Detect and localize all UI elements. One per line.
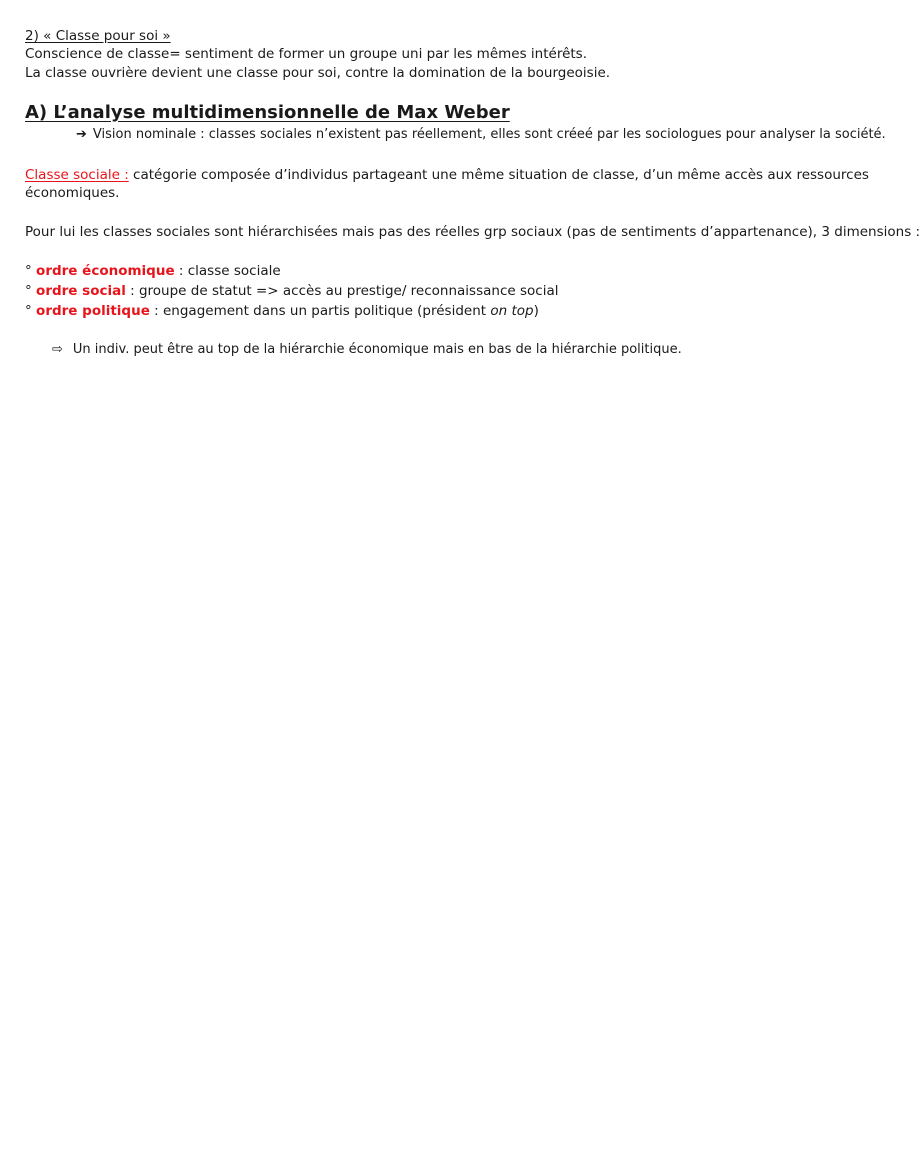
order-social-term: ordre social (36, 283, 126, 299)
nominal-vision-text: Vision nominale : classes sociales n’existent pas réellement, elles sont créeé par les sociologues pour analyser la société. (92, 127, 886, 142)
social-class-definition: catégorie composée d’individus partageant une même situation de classe, d’un même accès aux ressources (128, 167, 869, 183)
order-political-italic: on top (490, 303, 534, 319)
outlined-right-arrow-icon: ⇨ (52, 342, 63, 357)
section-a-title: A) L’analyse multidimensionnelle de Max Weber (25, 102, 510, 123)
social-class-definition-line2: économiques. (25, 185, 120, 201)
order-political-item (25, 302, 539, 320)
order-social-text: : groupe de statut => accès au prestige/ reconnaissance social (125, 283, 559, 299)
bullet-dot: ° (25, 283, 32, 299)
order-political-text: : engagement dans un partis politique (président (149, 303, 491, 319)
class-for-itself-explanation: La classe ouvrière devient une classe pour soi, contre la domination de la bourgeoisie. (25, 65, 611, 81)
section-2-title: 2) « Classe pour soi » (25, 28, 171, 44)
nominal-vision-line (76, 126, 886, 144)
black-right-arrow-icon: ➔ (76, 127, 87, 142)
social-class-term: Classe sociale : (25, 167, 129, 183)
bullet-dot: ° (25, 263, 32, 279)
order-political-after: ) (533, 303, 539, 319)
conclusion-text: Un indiv. peut être au top de la hiérarchie économique mais en bas de la hiérarchie politique. (72, 342, 682, 357)
weber-intro: Pour lui les classes sociales sont hiérarchisées mais pas des réelles grp sociaux (pas de sentiments d’appartenance), 3 dimensions : (25, 224, 920, 240)
class-consciousness-definition: Conscience de classe= sentiment de former un groupe uni par les mêmes intérêts. (25, 46, 587, 62)
bullet-dot: ° (25, 303, 32, 319)
order-political-term: ordre politique (36, 303, 150, 319)
conclusion-line (52, 341, 682, 359)
order-economic-term: ordre économique (36, 263, 175, 279)
order-economic-item (25, 262, 281, 280)
order-social-item (25, 282, 558, 300)
order-economic-text: : classe sociale (174, 263, 281, 279)
social-class-definition-line1 (25, 166, 869, 184)
